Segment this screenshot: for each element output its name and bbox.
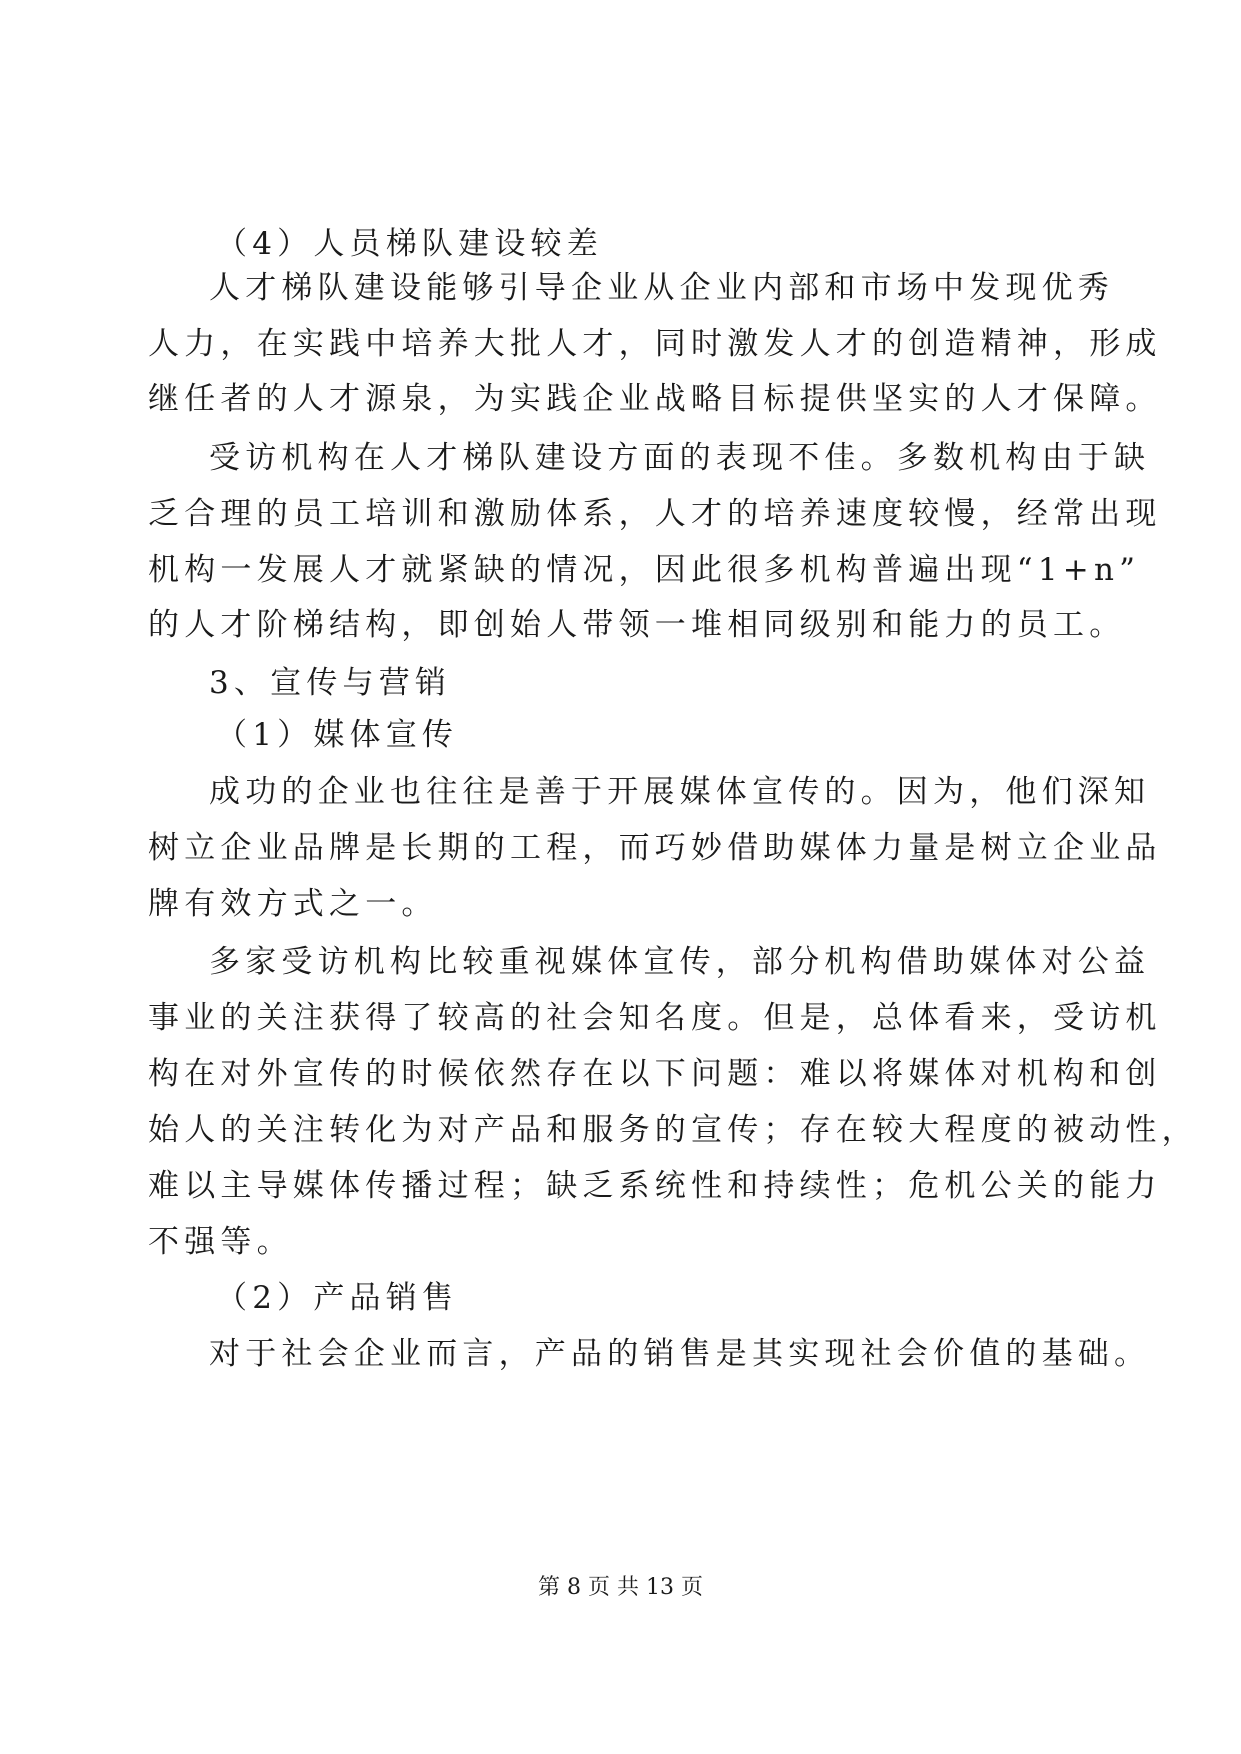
paragraph-line: 机构一发展人才就紧缺的情况，因此很多机构普遍出现“1+n” <box>148 552 1141 588</box>
paragraph-line: 人力，在实践中培养大批人才，同时激发人才的创造精神，形成 <box>148 326 1162 362</box>
subheading-media-publicity: （1）媒体宣传 <box>216 717 459 753</box>
paragraph-line: 牌有效方式之一。 <box>148 886 438 922</box>
page-number-footer: 第 8 页 共 13 页 <box>538 1575 703 1600</box>
section-heading-marketing: 3、宣传与营销 <box>209 665 452 701</box>
paragraph-line: 成功的企业也往往是善于开展媒体宣传的。因为，他们深知 <box>209 774 1151 810</box>
paragraph-line: 树立企业品牌是长期的工程，而巧妙借助媒体力量是树立企业品 <box>148 830 1162 866</box>
paragraph-line: 受访机构在人才梯队建设方面的表现不佳。多数机构由于缺 <box>209 440 1151 476</box>
paragraph-line: 的人才阶梯结构，即创始人带领一堆相同级别和能力的员工。 <box>148 607 1126 643</box>
paragraph-line: 继任者的人才源泉，为实践企业战略目标提供坚实的人才保障。 <box>148 381 1162 417</box>
paragraph-line: 对于社会企业而言，产品的销售是其实现社会价值的基础。 <box>209 1336 1151 1372</box>
subheading-talent-echelon: （4）人员梯队建设较差 <box>216 226 603 262</box>
paragraph-line: 乏合理的员工培训和激励体系，人才的培养速度较慢，经常出现 <box>148 496 1162 532</box>
paragraph-line: 人才梯队建设能够引导企业从企业内部和市场中发现优秀 <box>209 270 1114 306</box>
subheading-product-sales: （2）产品销售 <box>216 1280 459 1316</box>
paragraph-line: 多家受访机构比较重视媒体宣传，部分机构借助媒体对公益 <box>209 944 1151 980</box>
paragraph-line: 不强等。 <box>148 1224 293 1260</box>
paragraph-line: 难以主导媒体传播过程；缺乏系统性和持续性；危机公关的能力 <box>148 1168 1162 1204</box>
paragraph-line: 始人的关注转化为对产品和服务的宣传；存在较大程度的被动性， <box>148 1112 1198 1148</box>
paragraph-line: 事业的关注获得了较高的社会知名度。但是，总体看来，受访机 <box>148 1000 1162 1036</box>
paragraph-line: 构在对外宣传的时候依然存在以下问题：难以将媒体对机构和创 <box>148 1056 1162 1092</box>
